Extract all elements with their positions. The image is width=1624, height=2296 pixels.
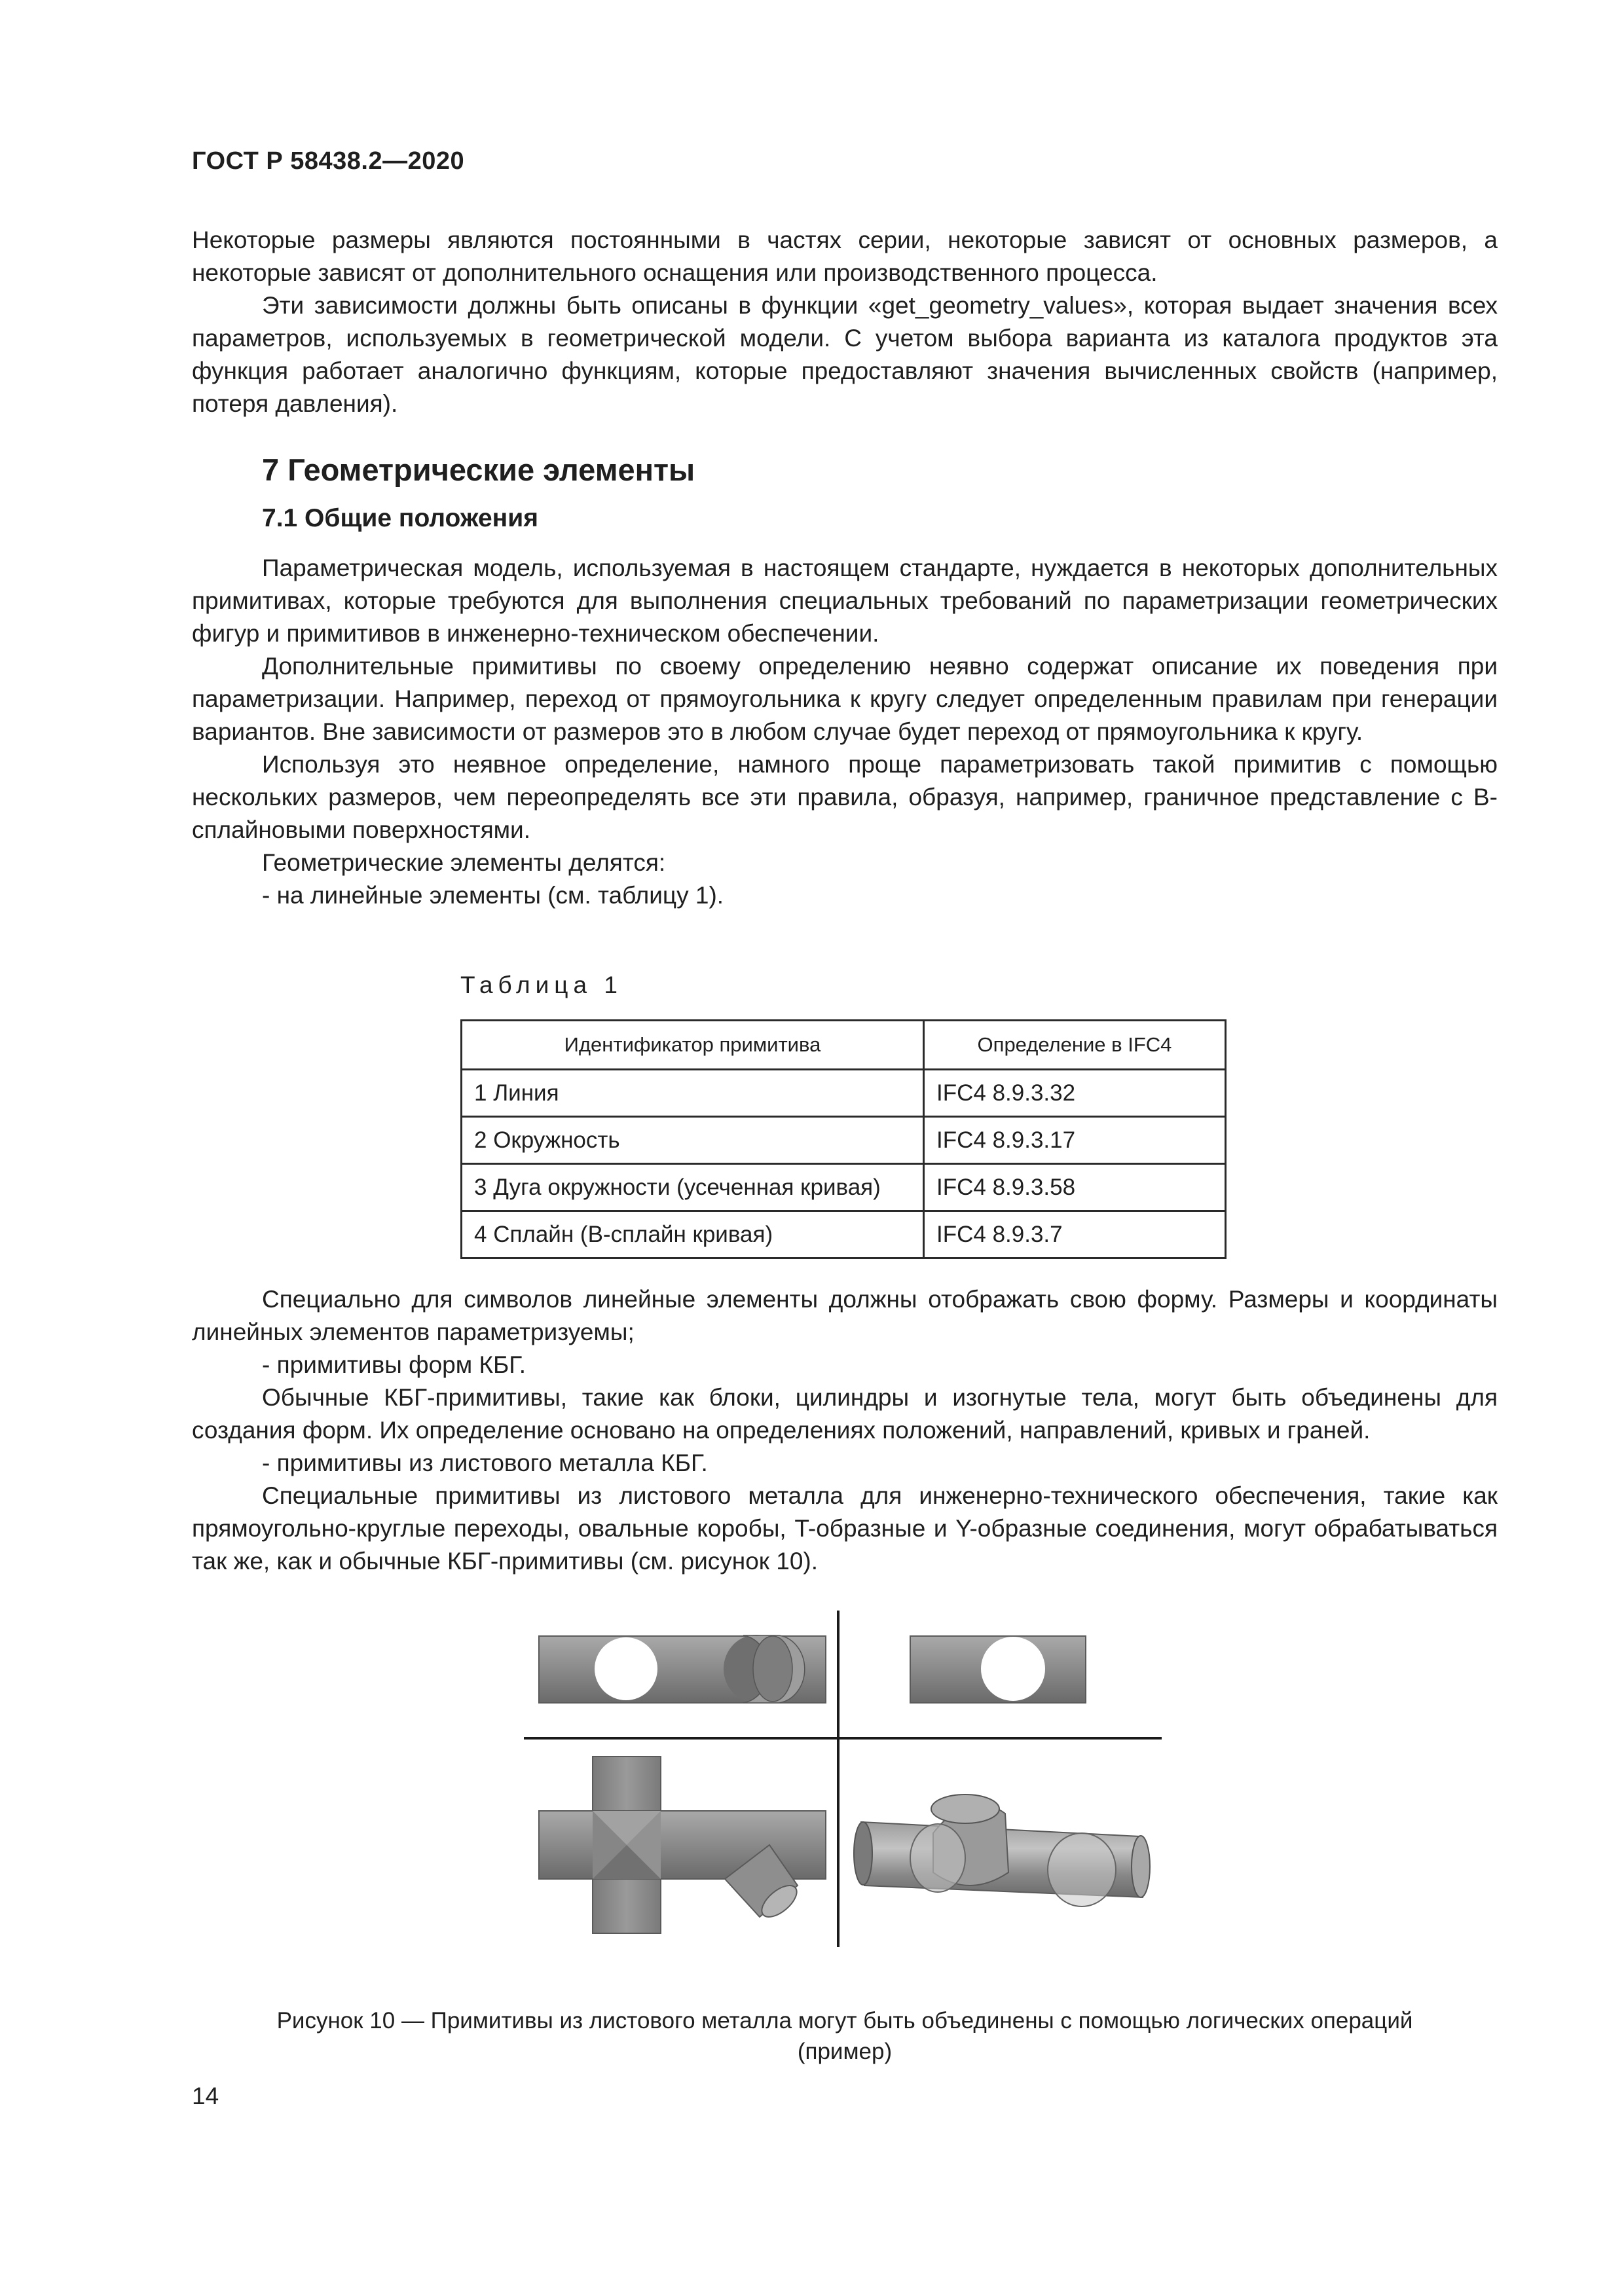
- after-paragraph-3: Специальные примитивы из листового металла для инженерно-технического обеспечения, такие как прямоугольно-круглые переходы, овальные коробы, T-образные и Y-образные соединения, могут обрабатываться так же, как и обычные КБГ-примитивы (см. рисунок 10).: [192, 1482, 1498, 1575]
- after-paragraph-2: Обычные КБГ-примитивы, такие как блоки, цилиндры и изогнутые тела, могут быть объединены для создания форм. Их определение основано на определениях положений, направлений, кривых и граней.: [192, 1384, 1498, 1444]
- table-header-cell: Определение в IFC4: [924, 1021, 1226, 1070]
- table-header-row: [462, 1021, 1226, 1070]
- table-row: [462, 1211, 1226, 1258]
- after-paragraph-1: Специально для символов линейные элементы должны отображать свою форму. Размеры и координаты линейных элементов параметризуемы;: [192, 1286, 1498, 1345]
- section-text: [192, 552, 1498, 912]
- table-cell: 4 Сплайн (B-сплайн кривая): [462, 1211, 924, 1258]
- section-paragraph-4: Геометрические элементы делятся:: [262, 849, 666, 876]
- table-header-cell: Идентификатор примитива: [462, 1021, 924, 1070]
- table-caption: Таблица 1: [460, 972, 623, 998]
- list-item-csg: - примитивы форм КБГ.: [262, 1351, 526, 1378]
- table-row: [462, 1117, 1226, 1164]
- table-cell: IFC4 8.9.3.58: [924, 1164, 1226, 1211]
- table-row: [462, 1070, 1226, 1117]
- table-cell: 3 Дуга окружности (усеченная кривая): [462, 1164, 924, 1211]
- list-item-linear: - на линейные элементы (см. таблицу 1).: [262, 882, 724, 909]
- list-item-sheet-metal: - примитивы из листового металла КБГ.: [262, 1449, 708, 1476]
- page-number: 14: [192, 2083, 219, 2109]
- section-title: 7 Геометрические элементы: [262, 452, 695, 487]
- figure-caption: [192, 2005, 1498, 2067]
- table-cell: IFC4 8.9.3.32: [924, 1070, 1226, 1117]
- subsection-title: 7.1 Общие положения: [262, 504, 538, 532]
- section-paragraph-1: Параметрическая модель, используемая в настоящем стандарте, нуждается в некоторых дополнительных примитивах, которые требуются для выполнения специальных требований по параметризации геометрических фигур и примитивов в инженерно-техническом обеспечении.: [192, 555, 1498, 647]
- primitives-table: [460, 1019, 1227, 1259]
- block-with-holes-shape: [539, 1635, 826, 1703]
- table-cell: 1 Линия: [462, 1070, 924, 1117]
- document-header: ГОСТ Р 58438.2—2020: [192, 147, 465, 175]
- section-paragraph-2: Дополнительные примитивы по своему определению неявно содержат описание их поведения при параметризации. Например, переход от прямоугольника к кругу следует определенным правилам при генерации вариантов. Вне зависимости от размеров это в любом случае будет переход от прямоугольника к кругу.: [192, 653, 1498, 745]
- after-table-text: [192, 1283, 1498, 1578]
- intro-paragraph-2: Эти зависимости должны быть описаны в функции «get_geometry_values», которая выдает значения всех параметров, используемых в геометрической модели. С учетом выбора варианта из каталога продуктов эта функция работает аналогично функциям, которые предоставляют значения вычисленных свойств (например, потеря давления).: [192, 292, 1498, 417]
- pipe-assembly-shape: [854, 1795, 1150, 1906]
- table-cell: 2 Окружность: [462, 1117, 924, 1164]
- figure-caption-line-1: Рисунок 10 — Примитивы из листового металла могут быть объединены с помощью логических операций: [276, 2008, 1413, 2033]
- table-cell: IFC4 8.9.3.7: [924, 1211, 1226, 1258]
- intro-text: [192, 224, 1498, 420]
- figure-caption-line-2: (пример): [797, 2039, 893, 2064]
- section-paragraph-3: Используя это неявное определение, намного проще параметризовать такой примитив с помощью нескольких размеров, чем переопределять все эти правила, образуя, например, граничное представление с B-сплайновыми поверхностями.: [192, 751, 1498, 843]
- block-with-hole-shape: [910, 1636, 1086, 1703]
- cross-fitting-shape: [539, 1757, 826, 1933]
- table-cell: IFC4 8.9.3.17: [924, 1117, 1226, 1164]
- table-row: [462, 1164, 1226, 1211]
- intro-paragraph-1: Некоторые размеры являются постоянными в частях серии, некоторые зависят от основных размеров, а некоторые зависят от дополнительного оснащения или производственного процесса.: [192, 227, 1498, 286]
